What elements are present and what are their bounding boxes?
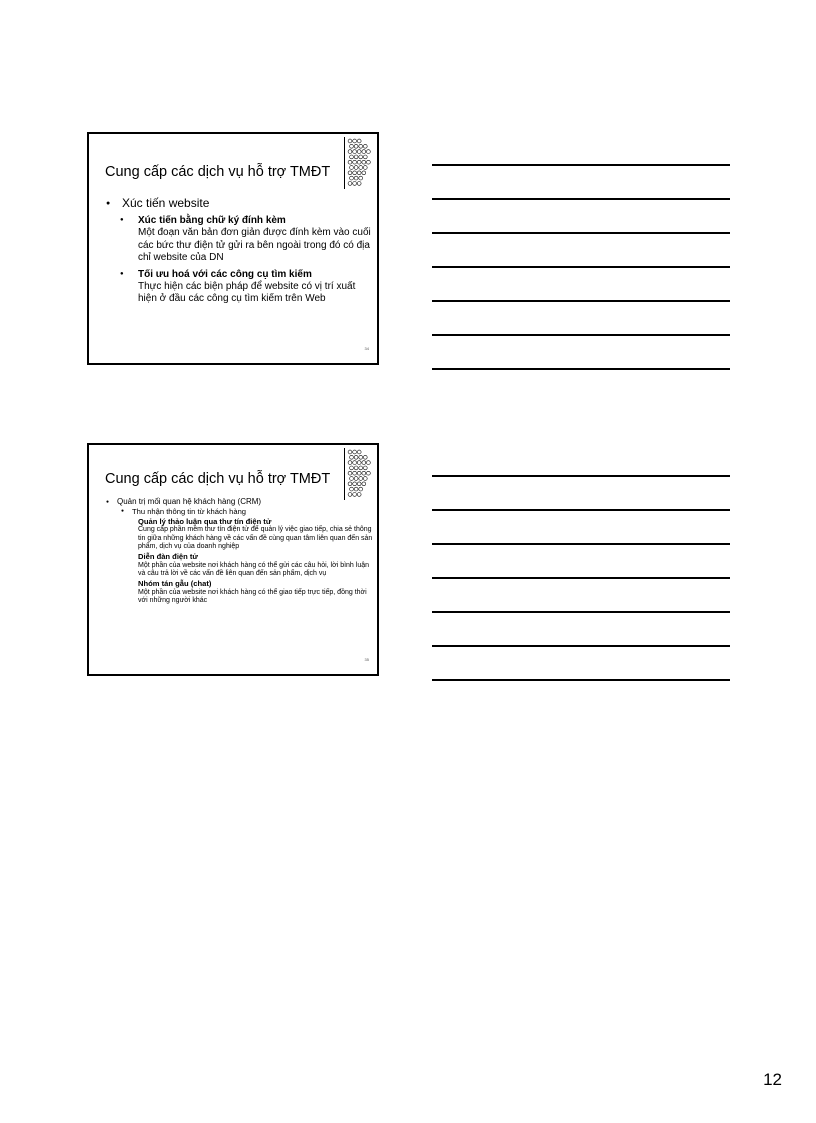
slide-number: 34 [364, 346, 369, 351]
decor-circle [354, 477, 358, 481]
note-line [432, 577, 730, 579]
decor-circle [354, 144, 358, 148]
decor-circle [350, 166, 354, 170]
slide-34 [87, 132, 379, 365]
decor-circle [350, 455, 354, 459]
note-line [432, 198, 730, 200]
decor-circle [354, 155, 358, 159]
decor-circle [363, 144, 367, 148]
note-line [432, 611, 730, 613]
decor-circle [357, 150, 361, 154]
slide-35 [87, 443, 379, 676]
page-number: 12 [763, 1070, 782, 1089]
decor-circle [367, 160, 371, 164]
decor-circle [362, 482, 366, 486]
decor-circle [348, 493, 352, 497]
decor-circle [362, 150, 366, 154]
decor-circle [350, 176, 354, 180]
bullet-heading: ● Xúc tiến bằng chữ ký đính kèm [105, 214, 371, 227]
bullet-level1: ● Quản trị mối quan hệ khách hàng (CRM) [105, 497, 373, 507]
item-text: Cung cấp phần mềm thư tín điện tử để quản lý việc giao tiếp, chia sẻ thông tin giữa những khách hàng về các vấn đề cùng quan tâm liên quan đến sản phẩm, dịch vụ của doanh nghiệp [138, 526, 373, 551]
decor-circle [357, 160, 361, 164]
item-heading: Nhóm tán gẫu (chat) [138, 579, 212, 589]
decor-circle [357, 182, 361, 186]
circle-pattern-icon [344, 448, 380, 500]
decor-circle [353, 450, 357, 454]
note-line [432, 645, 730, 647]
decor-circle [348, 461, 352, 465]
circle-pattern-icon [344, 137, 380, 189]
decor-circle [353, 471, 357, 475]
decor-circle [348, 471, 352, 475]
note-line [432, 300, 730, 302]
slide-title: Cung cấp các dịch vụ hỗ trợ TMĐT [105, 164, 331, 180]
decor-circle [357, 139, 361, 143]
decor-circle [348, 182, 352, 186]
note-line [432, 509, 730, 511]
decor-circle [353, 493, 357, 497]
decor-circle [367, 461, 371, 465]
decor-circle [363, 455, 367, 459]
decor-circle [362, 171, 366, 175]
decor-circle [363, 466, 367, 470]
decor-circle [357, 493, 361, 497]
note-line [432, 475, 730, 477]
decor-circle [367, 150, 371, 154]
decor-circle [350, 466, 354, 470]
decor-circle [350, 155, 354, 159]
decor-circle [357, 482, 361, 486]
decor-circle [354, 466, 358, 470]
bullet-heading: ● Tối ưu hoá với các công cụ tìm kiếm [105, 268, 371, 281]
decor-circle [354, 455, 358, 459]
item-heading: Quản lý thảo luận qua thư tín điện tử [138, 516, 272, 526]
decor-circle [367, 471, 371, 475]
decor-circle [354, 487, 358, 491]
decor-circle [359, 466, 363, 470]
decor-circle [363, 477, 367, 481]
decor-circle [350, 144, 354, 148]
decor-circle [353, 160, 357, 164]
decor-circle [354, 166, 358, 170]
note-line [432, 543, 730, 545]
slide-body [105, 196, 371, 309]
note-line [432, 266, 730, 268]
decor-circle [359, 166, 363, 170]
bullet-level1: ● Xúc tiến website [105, 196, 371, 211]
slide-body [105, 497, 373, 606]
item-text: Một phần của website nơi khách hàng có thể gửi các câu hỏi, lời bình luận và câu trả lời về các vấn đề liên quan đến sản phẩm, dịch vụ [138, 561, 370, 578]
decor-circle [348, 450, 352, 454]
decor-circle [359, 477, 363, 481]
decor-circle [357, 171, 361, 175]
item-text: Một phần của website nơi khách hàng có thể giao tiếp trực tiếp, đồng thời với những người khác [138, 588, 367, 605]
decor-circle [348, 150, 352, 154]
decor-circle [357, 471, 361, 475]
decor-circle [353, 171, 357, 175]
decor-circle [348, 160, 352, 164]
decor-circle [353, 482, 357, 486]
note-line [432, 679, 730, 681]
note-line [432, 232, 730, 234]
decor-circle [359, 455, 363, 459]
decor-circle [353, 150, 357, 154]
note-line [432, 334, 730, 336]
decor-circle [359, 144, 363, 148]
bullet-level2: ● Thu nhận thông tin từ khách hàng [105, 507, 373, 517]
item-heading: Diễn đàn điện tử [138, 552, 198, 562]
decor-circle [357, 461, 361, 465]
decor-circle [363, 155, 367, 159]
decor-circle [359, 487, 363, 491]
decor-circle [350, 477, 354, 481]
decor-circle [359, 155, 363, 159]
decor-circle [359, 176, 363, 180]
note-line [432, 164, 730, 166]
slide-number: 35 [364, 657, 369, 662]
slide-title: Cung cấp các dịch vụ hỗ trợ TMĐT [105, 471, 331, 487]
decor-circle [357, 450, 361, 454]
decor-circle [353, 461, 357, 465]
decor-circle [353, 182, 357, 186]
bullet-text: Thực hiện các biện pháp để website có vị trí xuất hiện ở đầu các công cụ tìm kiếm trên Web [138, 280, 356, 304]
decor-circle [363, 166, 367, 170]
decor-circle [348, 171, 352, 175]
bullet-text: Một đoạn văn bản đơn giản được đính kèm vào cuối các bức thư điện tử gửi ra bên ngoài trong đó có địa chỉ website của DN [138, 227, 371, 263]
decor-circle [362, 461, 366, 465]
note-line [432, 368, 730, 370]
decor-circle [354, 176, 358, 180]
decor-circle [362, 471, 366, 475]
decor-circle [350, 487, 354, 491]
decor-circle [362, 160, 366, 164]
decor-circle [348, 139, 352, 143]
decor-circle [353, 139, 357, 143]
decor-circle [348, 482, 352, 486]
